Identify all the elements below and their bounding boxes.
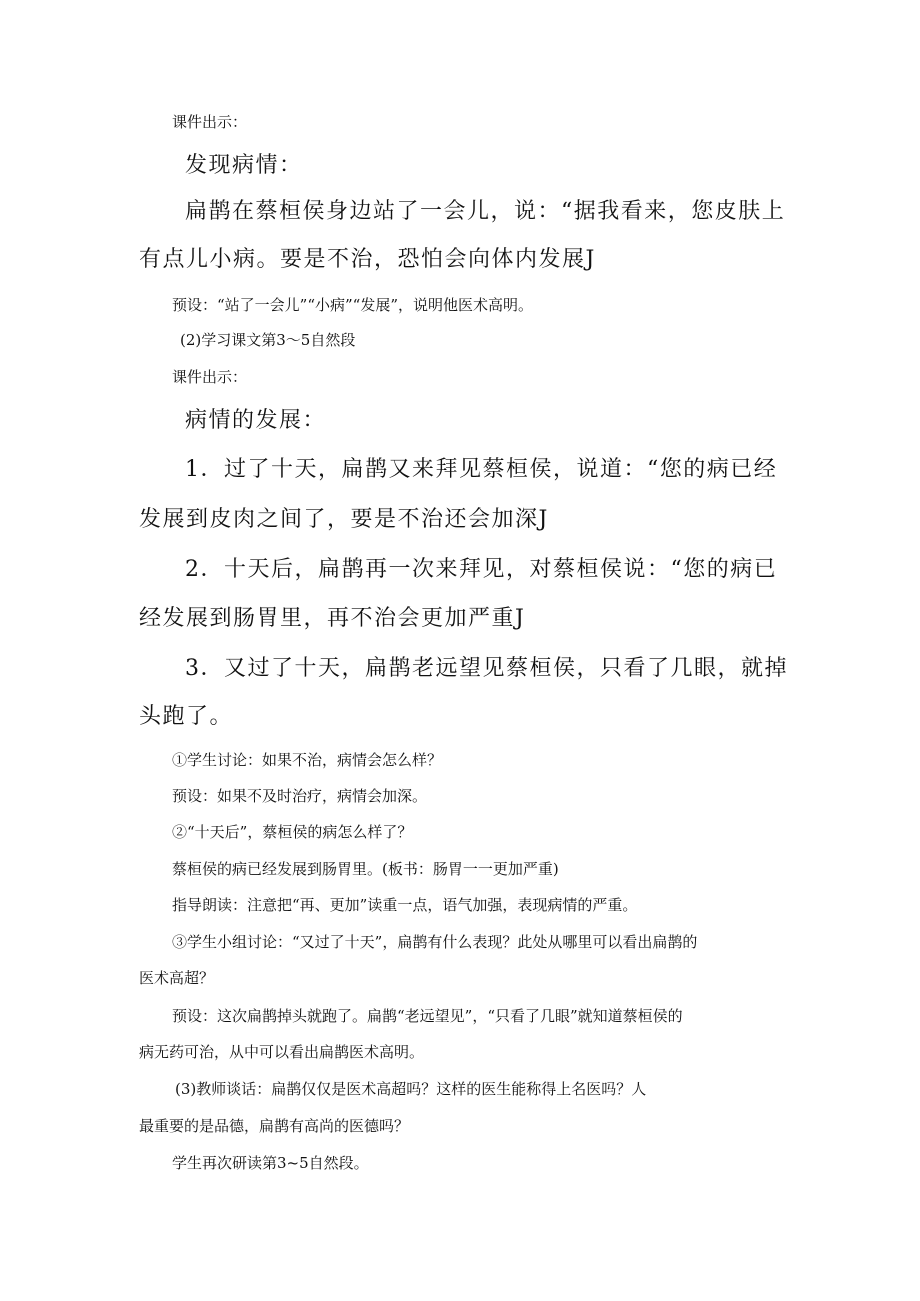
quote-line: 经发展到肠胃里，再不治会更加严重J: [139, 606, 526, 631]
section-heading: 发现病情：: [185, 153, 303, 178]
text-line: 最重要的是品德，扁鹊有高尚的医德吗？: [139, 1117, 410, 1135]
text-line: 病无药可治，从中可以看出扁鹊医术高明。: [139, 1043, 425, 1061]
text-line: ②“十天后”，蔡桓侯的病怎么样了？: [172, 823, 413, 841]
text-line: 指导朗读：注意把“再、更加”读重一点，语气加强，表现病情的严重。: [172, 896, 638, 914]
text-line: ③学生小组讨论：“又过了十天”，扁鹊有什么表现？此处从哪里可以看出扁鹊的: [172, 933, 698, 951]
text-line: 预设：如果不及时治疗，病情会加深。: [172, 787, 428, 805]
quote-line: 有点儿小病。要是不治，恐怕会向体内发展J: [139, 247, 596, 272]
text-line: 预设：“站了一会儿”“小病”“发展”，说明他医术高明。: [172, 296, 534, 314]
text-line: 医术高超？: [139, 969, 215, 987]
quote-line: 扁鹊在蔡桓侯身边站了一会儿，说：“据我看来，您皮肤上: [185, 199, 786, 224]
quote-line: 2．十天后，扁鹊再一次来拜见，对蔡桓侯说：“您的病已: [185, 557, 778, 582]
quote-line: 1．过了十天，扁鹊又来拜见蔡桓侯，说道：“您的病已经: [185, 457, 778, 482]
step-heading: (2)学习课文第3〜5自然段: [180, 331, 356, 349]
text-line: 课件出示：: [172, 368, 248, 386]
text-line: ①学生讨论：如果不治，病情会怎么样？: [172, 751, 443, 769]
section-heading: 病情的发展：: [185, 408, 327, 433]
text-line: 预设：这次扁鹊掉头就跑了。扁鹊“老远望见”，“只看了几眼”就知道蔡桓侯的: [172, 1007, 683, 1025]
text-line: 蔡桓侯的病已经发展到肠胃里。(板书：肠胃一一更加严重): [172, 860, 559, 878]
text-line: 课件出示：: [172, 113, 248, 131]
quote-line: 发展到皮肉之间了，要是不治还会加深J: [139, 507, 549, 532]
quote-line: 头跑了。: [139, 704, 234, 729]
quote-line: 3．又过了十天，扁鹊老远望见蔡桓侯，只看了几眼，就掉: [185, 656, 788, 681]
text-line: 学生再次研读第3~5自然段。: [172, 1154, 369, 1172]
step-heading: (3)教师谈话：扁鹊仅仅是医术高超吗？这样的医生能称得上名医吗？人: [175, 1080, 647, 1098]
